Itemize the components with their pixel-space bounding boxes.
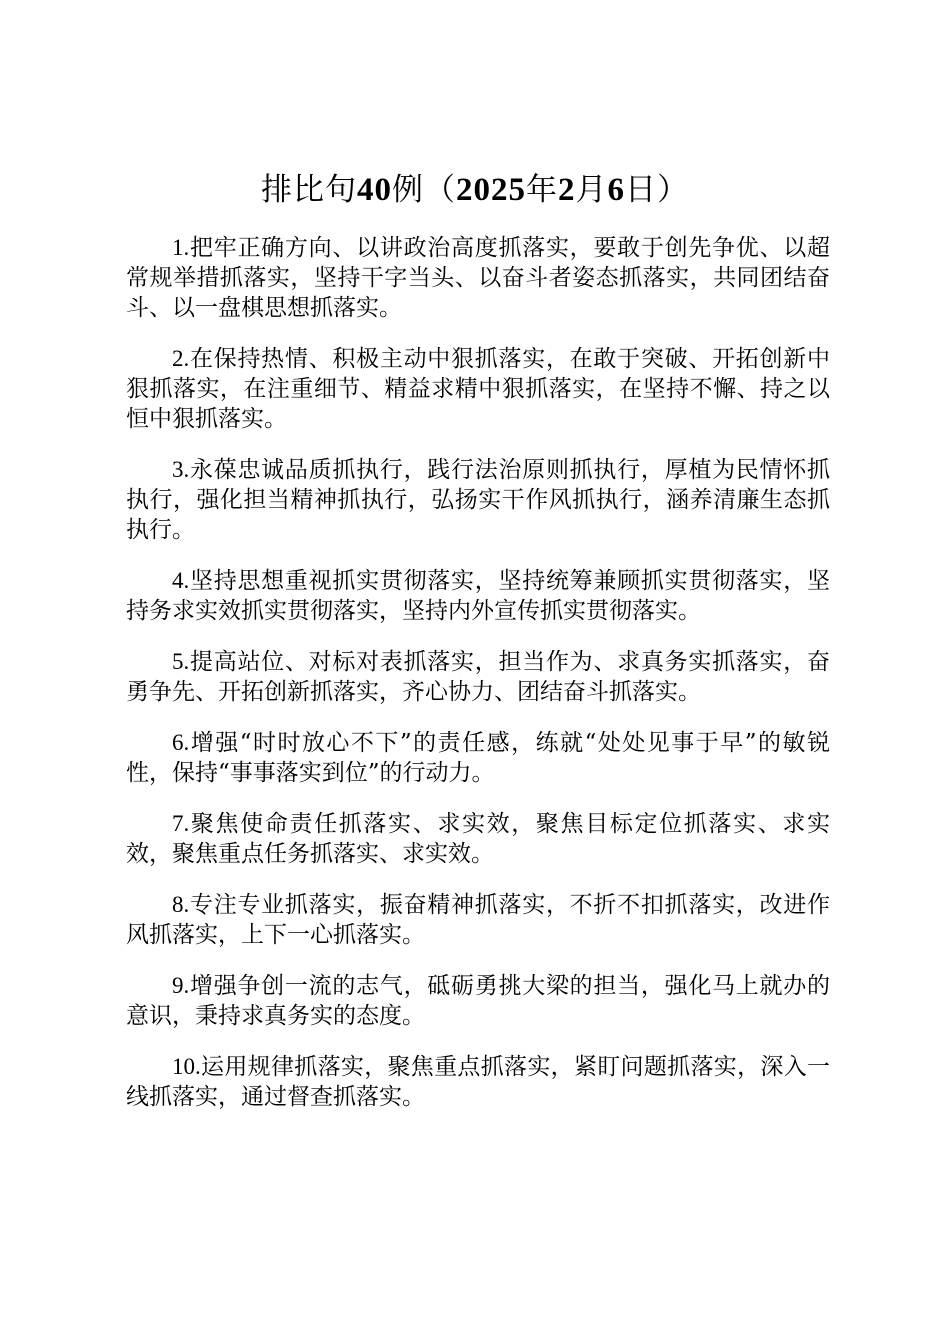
item-text: 运用规律抓落实，聚焦重点抓落实，紧盯问题抓落实，深入一线抓落实，通过督查抓落实。 [126, 1054, 830, 1110]
list-item [126, 566, 830, 626]
list-item [126, 728, 830, 788]
title-text-1: 排比句 [261, 172, 357, 208]
title-text-3: 年 [526, 172, 558, 208]
item-number: 6. [172, 730, 190, 755]
item-text: 提高站位、对标对表抓落实，担当作为、求真务实抓落实，奋勇争先、开拓创新抓落实，齐心协力、团结奋斗抓落实。 [126, 649, 830, 705]
title-month: 2 [558, 172, 576, 208]
item-number: 2. [172, 346, 190, 371]
list-item [126, 647, 830, 707]
list-item [126, 344, 830, 434]
title-year: 2025 [456, 172, 526, 208]
item-number: 4. [172, 568, 190, 593]
title-count: 40 [357, 172, 392, 208]
list-item [126, 809, 830, 869]
item-text: 在保持热情、积极主动中狠抓落实，在敢于突破、开拓创新中狠抓落实，在注重细节、精益求精中狠抓落实，在坚持不懈、持之以恒中狠抓落实。 [126, 346, 830, 432]
item-text: 把牢正确方向、以讲政治高度抓落实，要敢于创先争优、以超常规举措抓落实，坚持干字当头、以奋斗者姿态抓落实，共同团结奋斗、以一盘棋思想抓落实。 [126, 235, 830, 321]
title-text-5: 日） [625, 172, 689, 208]
item-number: 10. [172, 1054, 201, 1079]
list-item [126, 971, 830, 1031]
title-text-4: 月 [575, 172, 608, 208]
item-number: 1. [172, 235, 190, 260]
document-body [126, 233, 830, 1133]
title-text-2: 例（ [392, 172, 456, 208]
item-number: 8. [172, 892, 190, 917]
list-item [126, 890, 830, 950]
item-text: 永葆忠诚品质抓执行，践行法治原则抓执行，厚植为民情怀抓执行，强化担当精神抓执行，弘扬实干作风抓执行，涵养清廉生态抓执行。 [126, 457, 830, 543]
item-number: 7. [172, 811, 190, 836]
item-number: 5. [172, 649, 190, 674]
item-text: 聚焦使命责任抓落实、求实效，聚焦目标定位抓落实、求实效，聚焦重点任务抓落实、求实效。 [126, 811, 830, 867]
item-text: 增强“时时放心不下”的责任感，练就“处处见事于早”的敏锐性，保持“事事落实到位”的行动力。 [126, 730, 830, 786]
list-item [126, 233, 830, 323]
item-text: 坚持思想重视抓实贯彻落实，坚持统筹兼顾抓实贯彻落实，坚持务求实效抓实贯彻落实，坚持内外宣传抓实贯彻落实。 [126, 568, 830, 624]
page-title [0, 170, 950, 210]
item-text: 增强争创一流的志气，砥砺勇挑大梁的担当，强化马上就办的意识，秉持求真务实的态度。 [126, 973, 830, 1029]
item-text: 专注专业抓落实，振奋精神抓落实，不折不扣抓落实，改进作风抓落实，上下一心抓落实。 [126, 892, 830, 948]
title-day: 6 [607, 172, 625, 208]
item-number: 9. [172, 973, 190, 998]
list-item [126, 455, 830, 545]
item-number: 3. [172, 457, 190, 482]
list-item [126, 1052, 830, 1112]
